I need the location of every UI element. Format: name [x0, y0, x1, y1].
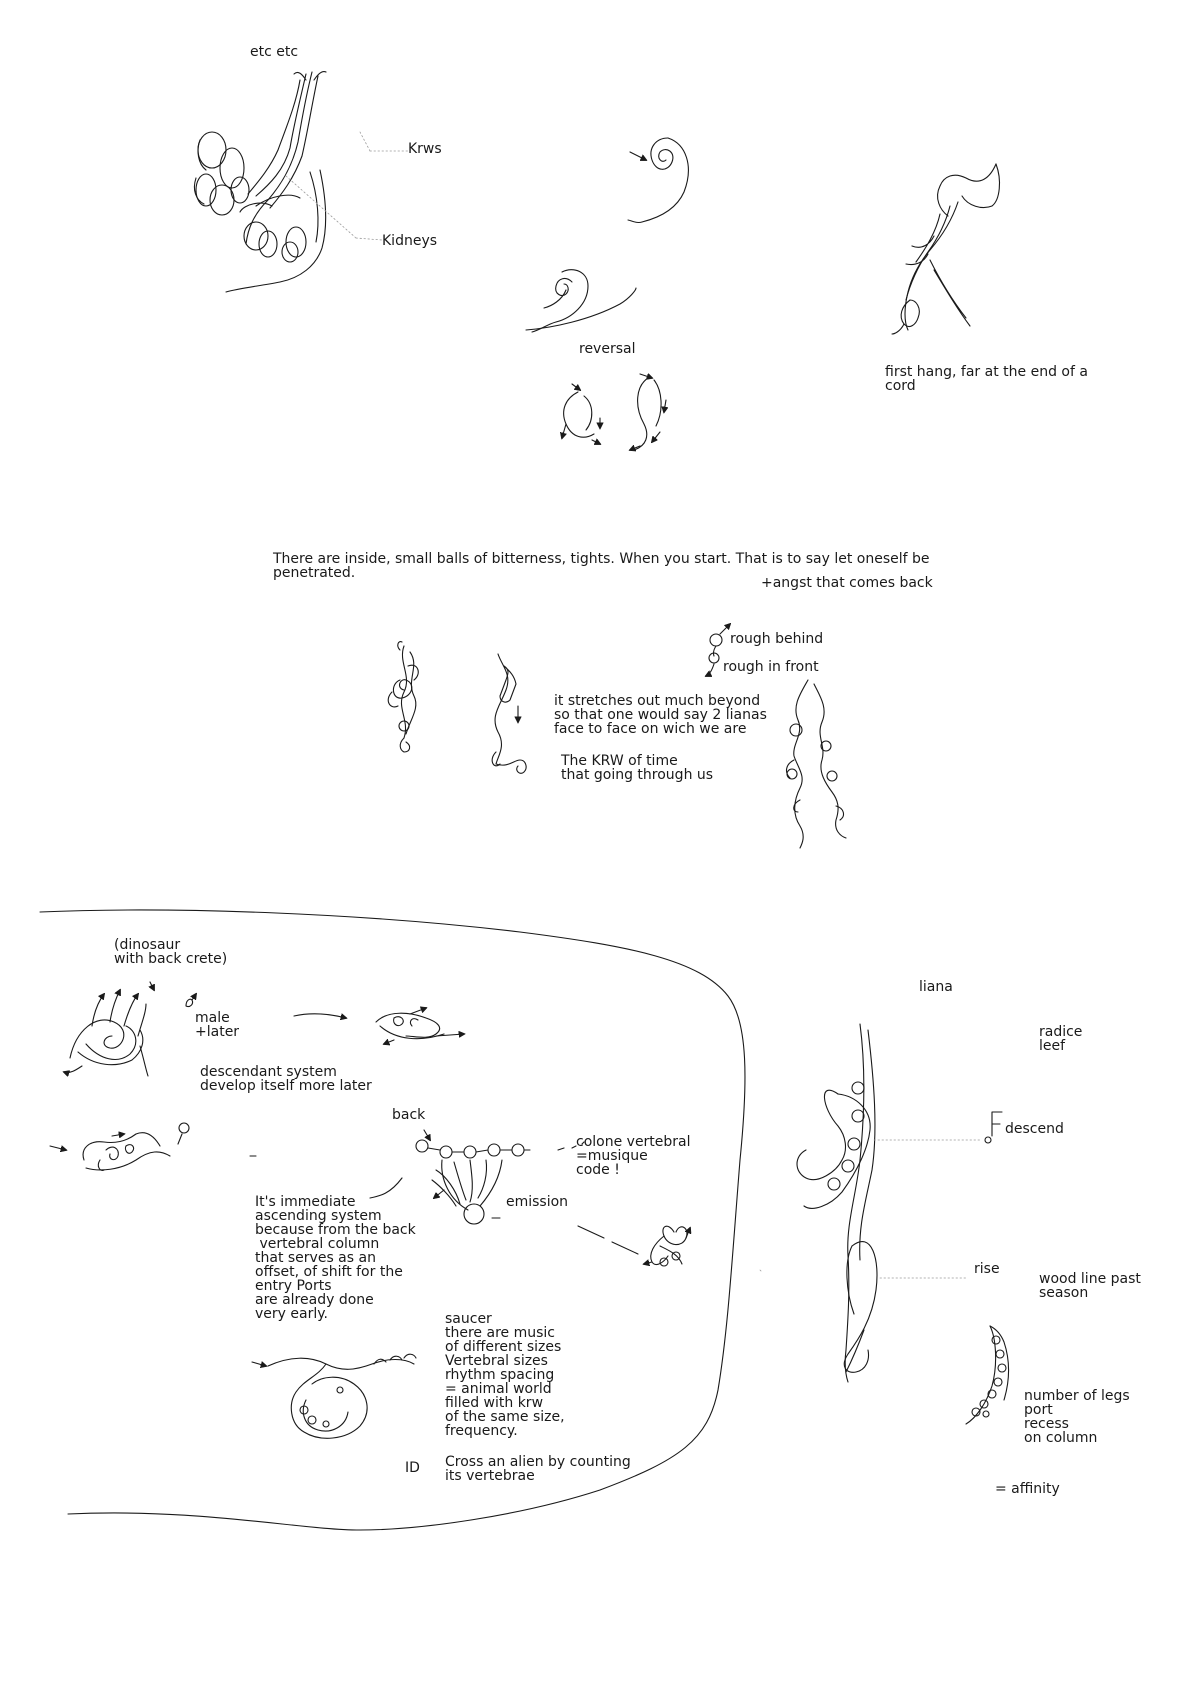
- note-bitterness: There are inside, small balls of bitterness, tights. When you start. That is to say let oneself be penetrated.: [273, 551, 930, 581]
- descendant-curl-drawing: [50, 1123, 256, 1170]
- note-immediate-ascending: It's immediate ascending system because from the back vertebral column that serves as an offset, of shift for the entry Ports are already done very early.: [255, 1194, 416, 1322]
- label-liana: liana: [919, 979, 953, 995]
- kidneys-organ-drawing: [194, 71, 326, 292]
- note-first-hang: first hang, far at the end of a cord: [885, 364, 1088, 394]
- label-rise: rise: [974, 1261, 1000, 1277]
- note-male: male +later: [195, 1010, 240, 1040]
- emission-curl-drawing: [376, 1008, 464, 1044]
- label-back: back: [392, 1107, 426, 1123]
- note-colone-vertebral: colone vertebral =musique code !: [576, 1134, 691, 1178]
- saucer-drawing: [252, 1354, 416, 1438]
- note-number-of-legs: number of legs port recess on column: [1024, 1388, 1130, 1446]
- bitterness-vines-drawing: [388, 642, 526, 774]
- note-cross-alien: Cross an alien by counting its vertebrae: [445, 1454, 631, 1484]
- alien-curl-drawing: [578, 1226, 690, 1266]
- label-kidneys: Kidneys: [382, 233, 438, 249]
- label-emission: emission: [506, 1194, 569, 1210]
- label-descend: descend: [1005, 1121, 1064, 1137]
- note-wood-line: wood line past season: [1039, 1271, 1141, 1301]
- label-id: ID: [405, 1460, 420, 1476]
- note-etc: etc etc: [250, 44, 299, 60]
- label-reversal: reversal: [579, 341, 636, 357]
- note-dinosaur: (dinosaur with back crete): [114, 937, 228, 967]
- note-krw-of-time: The KRW of time that going through us: [561, 753, 714, 783]
- note-radice-leef: radice leef: [1039, 1024, 1083, 1054]
- two-lianas-drawing: [787, 680, 846, 848]
- label-rough-behind: rough behind: [730, 631, 824, 647]
- column-legs-drawing: [966, 1326, 1009, 1424]
- liana-drawing: [797, 1024, 877, 1382]
- descend-symbol-drawing: [985, 1112, 1002, 1143]
- note-affinity: = affinity: [995, 1481, 1060, 1497]
- reversal-arrows-drawing: [562, 374, 666, 450]
- note-descendant-system: descendant system develop itself more later: [200, 1064, 372, 1094]
- spiral-drawings: [526, 138, 688, 332]
- note-angst: +angst that comes back: [761, 575, 933, 591]
- first-hang-drawing: [892, 164, 999, 334]
- label-krws: Krws: [408, 141, 442, 157]
- label-rough-in-front: rough in front: [723, 659, 819, 675]
- note-saucer: saucer there are music of different sizes Vertebral sizes rhythm spacing = animal world filled with krw of the same size, frequency.: [445, 1311, 565, 1439]
- note-stretches: it stretches out much beyond so that one would say 2 lianas face to face on wich we are: [554, 693, 767, 737]
